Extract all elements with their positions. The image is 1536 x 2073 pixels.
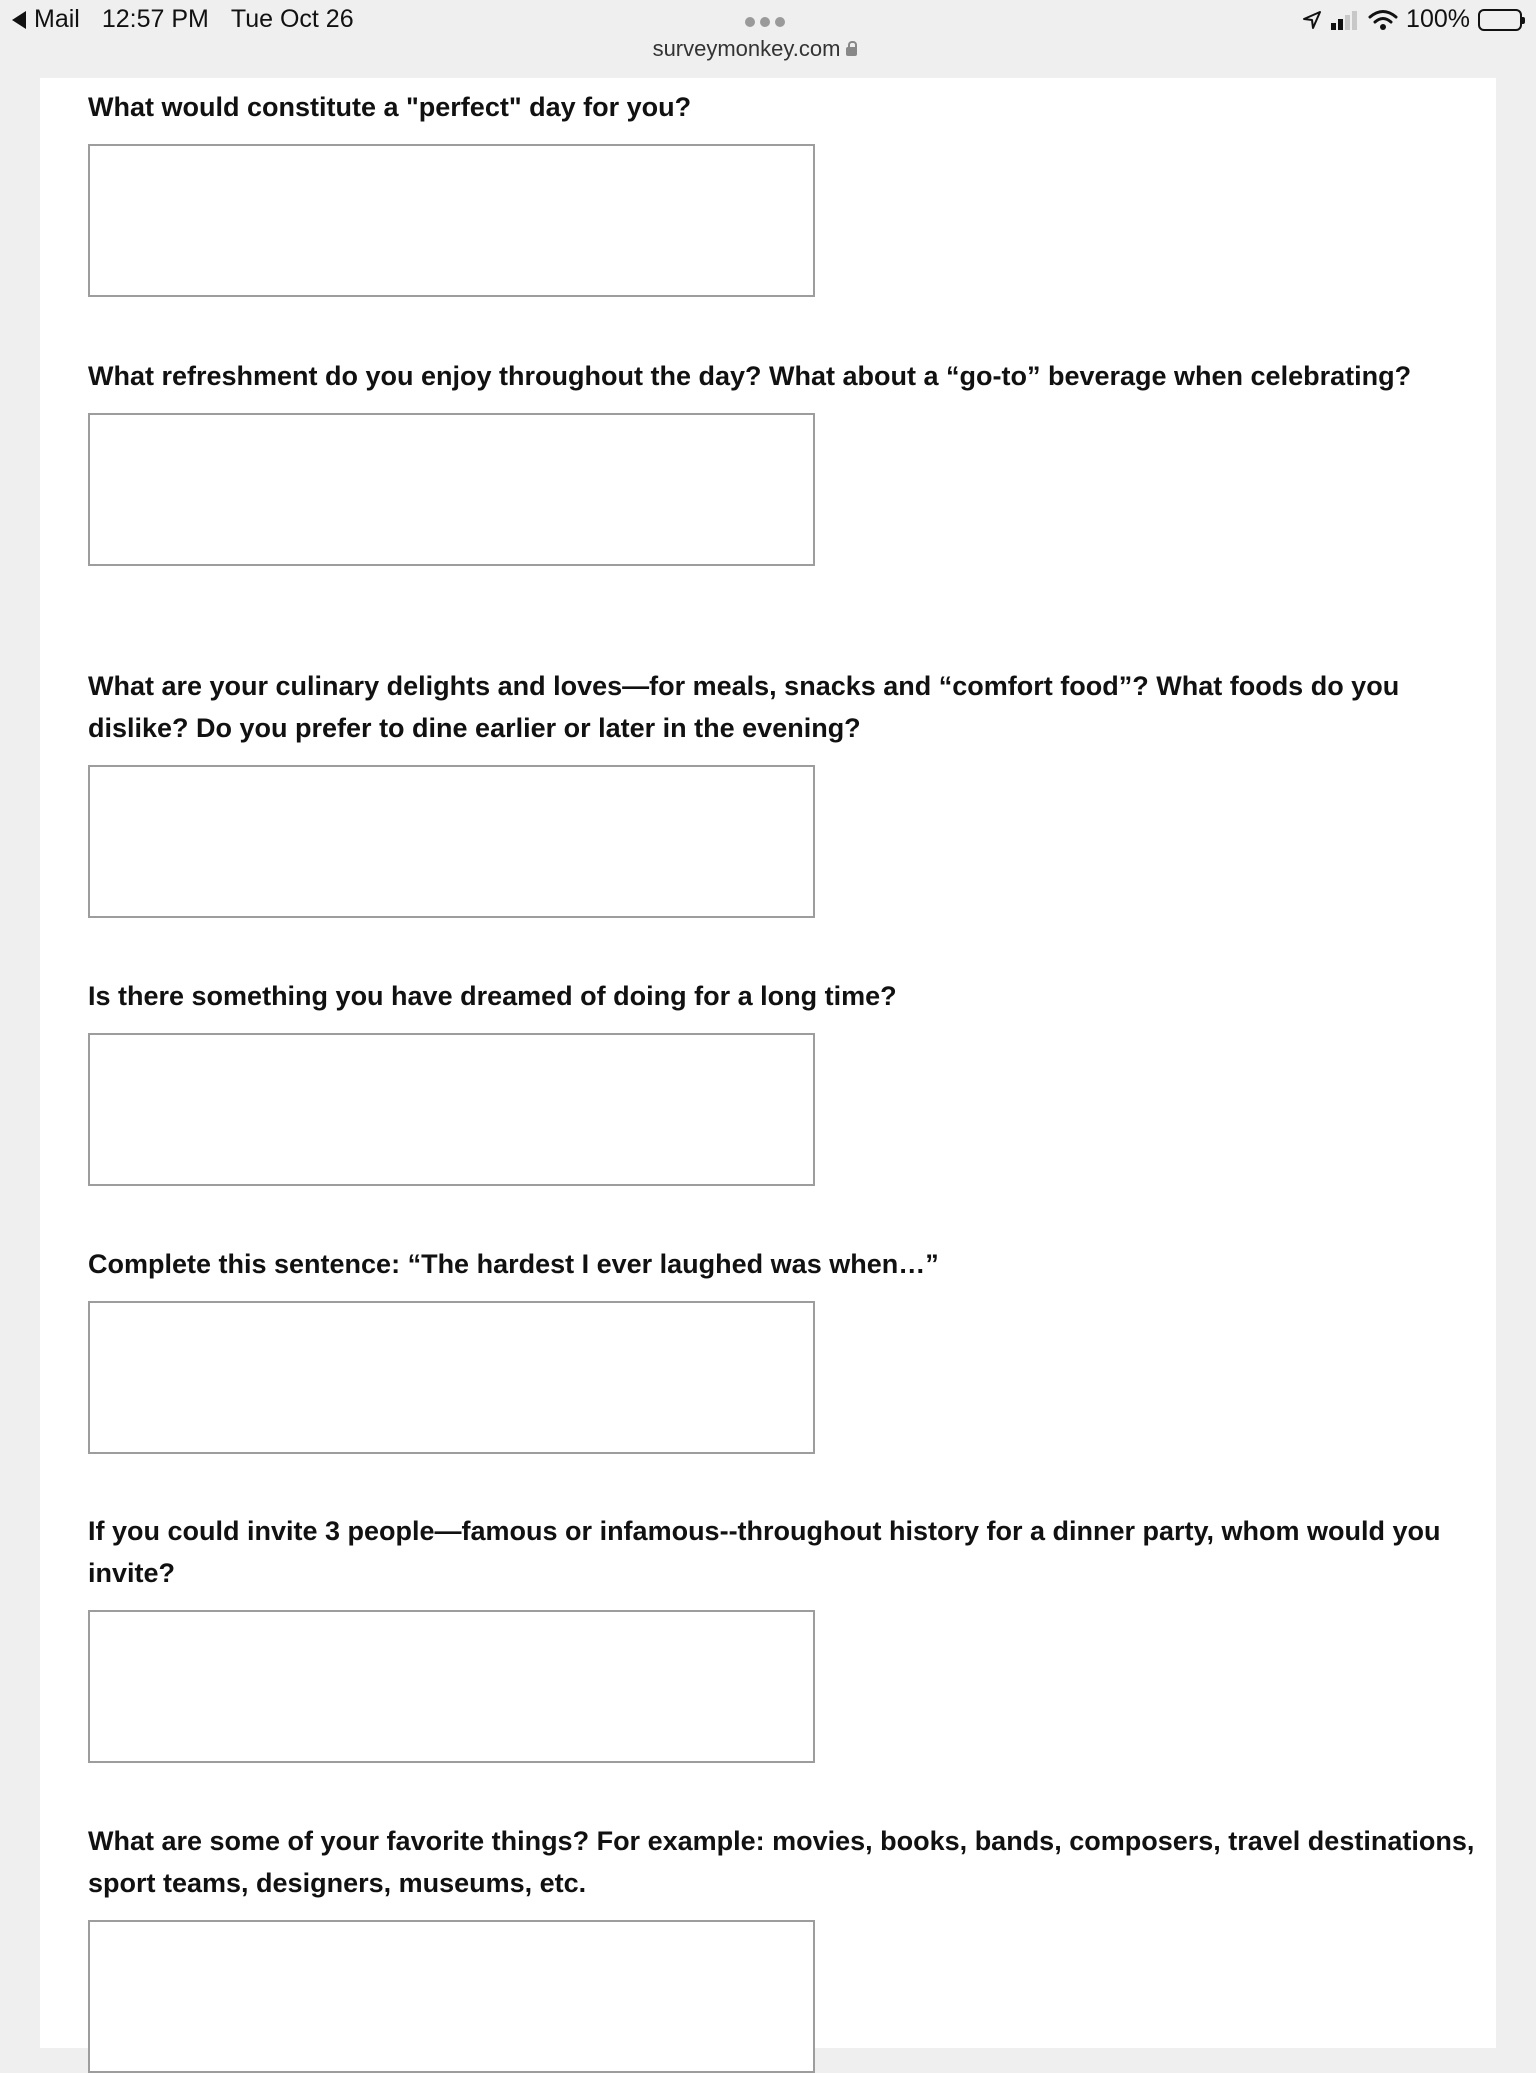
url-text: surveymonkey.com xyxy=(652,36,841,61)
lock-icon xyxy=(846,47,857,56)
location-icon xyxy=(1302,10,1322,30)
answer-textbox-5[interactable] xyxy=(88,1301,815,1454)
answer-textbox-1[interactable] xyxy=(88,144,815,297)
question-text: What are your culinary delights and loves—for meals, snacks and “comfort food”? What foods do you dislike? Do you prefer to dine earlier or later in the evening? xyxy=(88,671,1400,743)
question-4 xyxy=(88,975,1488,1186)
battery-icon xyxy=(1478,9,1522,31)
back-arrow-icon xyxy=(12,11,26,29)
answer-textbox-6[interactable] xyxy=(88,1610,815,1763)
answer-textbox-4[interactable] xyxy=(88,1033,815,1186)
question-text: What refreshment do you enjoy throughout the day? What about a “go-to” beverage when celebrating? xyxy=(88,361,1412,391)
question-1 xyxy=(88,86,1488,297)
question-5 xyxy=(88,1243,1488,1454)
question-text: If you could invite 3 people—famous or infamous--throughout history for a dinner party, whom would you invite? xyxy=(88,1516,1441,1588)
status-date: Tue Oct 26 xyxy=(230,5,354,33)
survey-page xyxy=(40,78,1496,2048)
status-time: 12:57 PM xyxy=(101,5,209,33)
status-indicators xyxy=(1294,5,1522,34)
answer-textbox-3[interactable] xyxy=(88,765,815,918)
question-6 xyxy=(88,1510,1488,1763)
question-2 xyxy=(88,355,1488,566)
question-text: Is there something you have dreamed of doing for a long time? xyxy=(88,981,897,1011)
question-7 xyxy=(88,1820,1488,2073)
back-to-app[interactable] xyxy=(12,5,354,34)
answer-textbox-2[interactable] xyxy=(88,413,815,566)
battery-percent: 100% xyxy=(1406,5,1470,33)
question-text: What are some of your favorite things? For example: movies, books, bands, composers, travel destinations, sport teams, designers, museums, etc. xyxy=(88,1826,1475,1898)
address-bar[interactable] xyxy=(0,36,1510,62)
question-text: What would constitute a "perfect" day for you? xyxy=(88,92,692,122)
more-options-dots-icon[interactable] xyxy=(745,17,790,27)
question-3 xyxy=(88,665,1488,918)
answer-textbox-7[interactable] xyxy=(88,1920,815,2073)
wifi-icon xyxy=(1368,9,1398,31)
back-app-label: Mail xyxy=(34,5,80,33)
question-text: Complete this sentence: “The hardest I ever laughed was when…” xyxy=(88,1249,939,1279)
cellular-signal-icon xyxy=(1330,9,1360,31)
